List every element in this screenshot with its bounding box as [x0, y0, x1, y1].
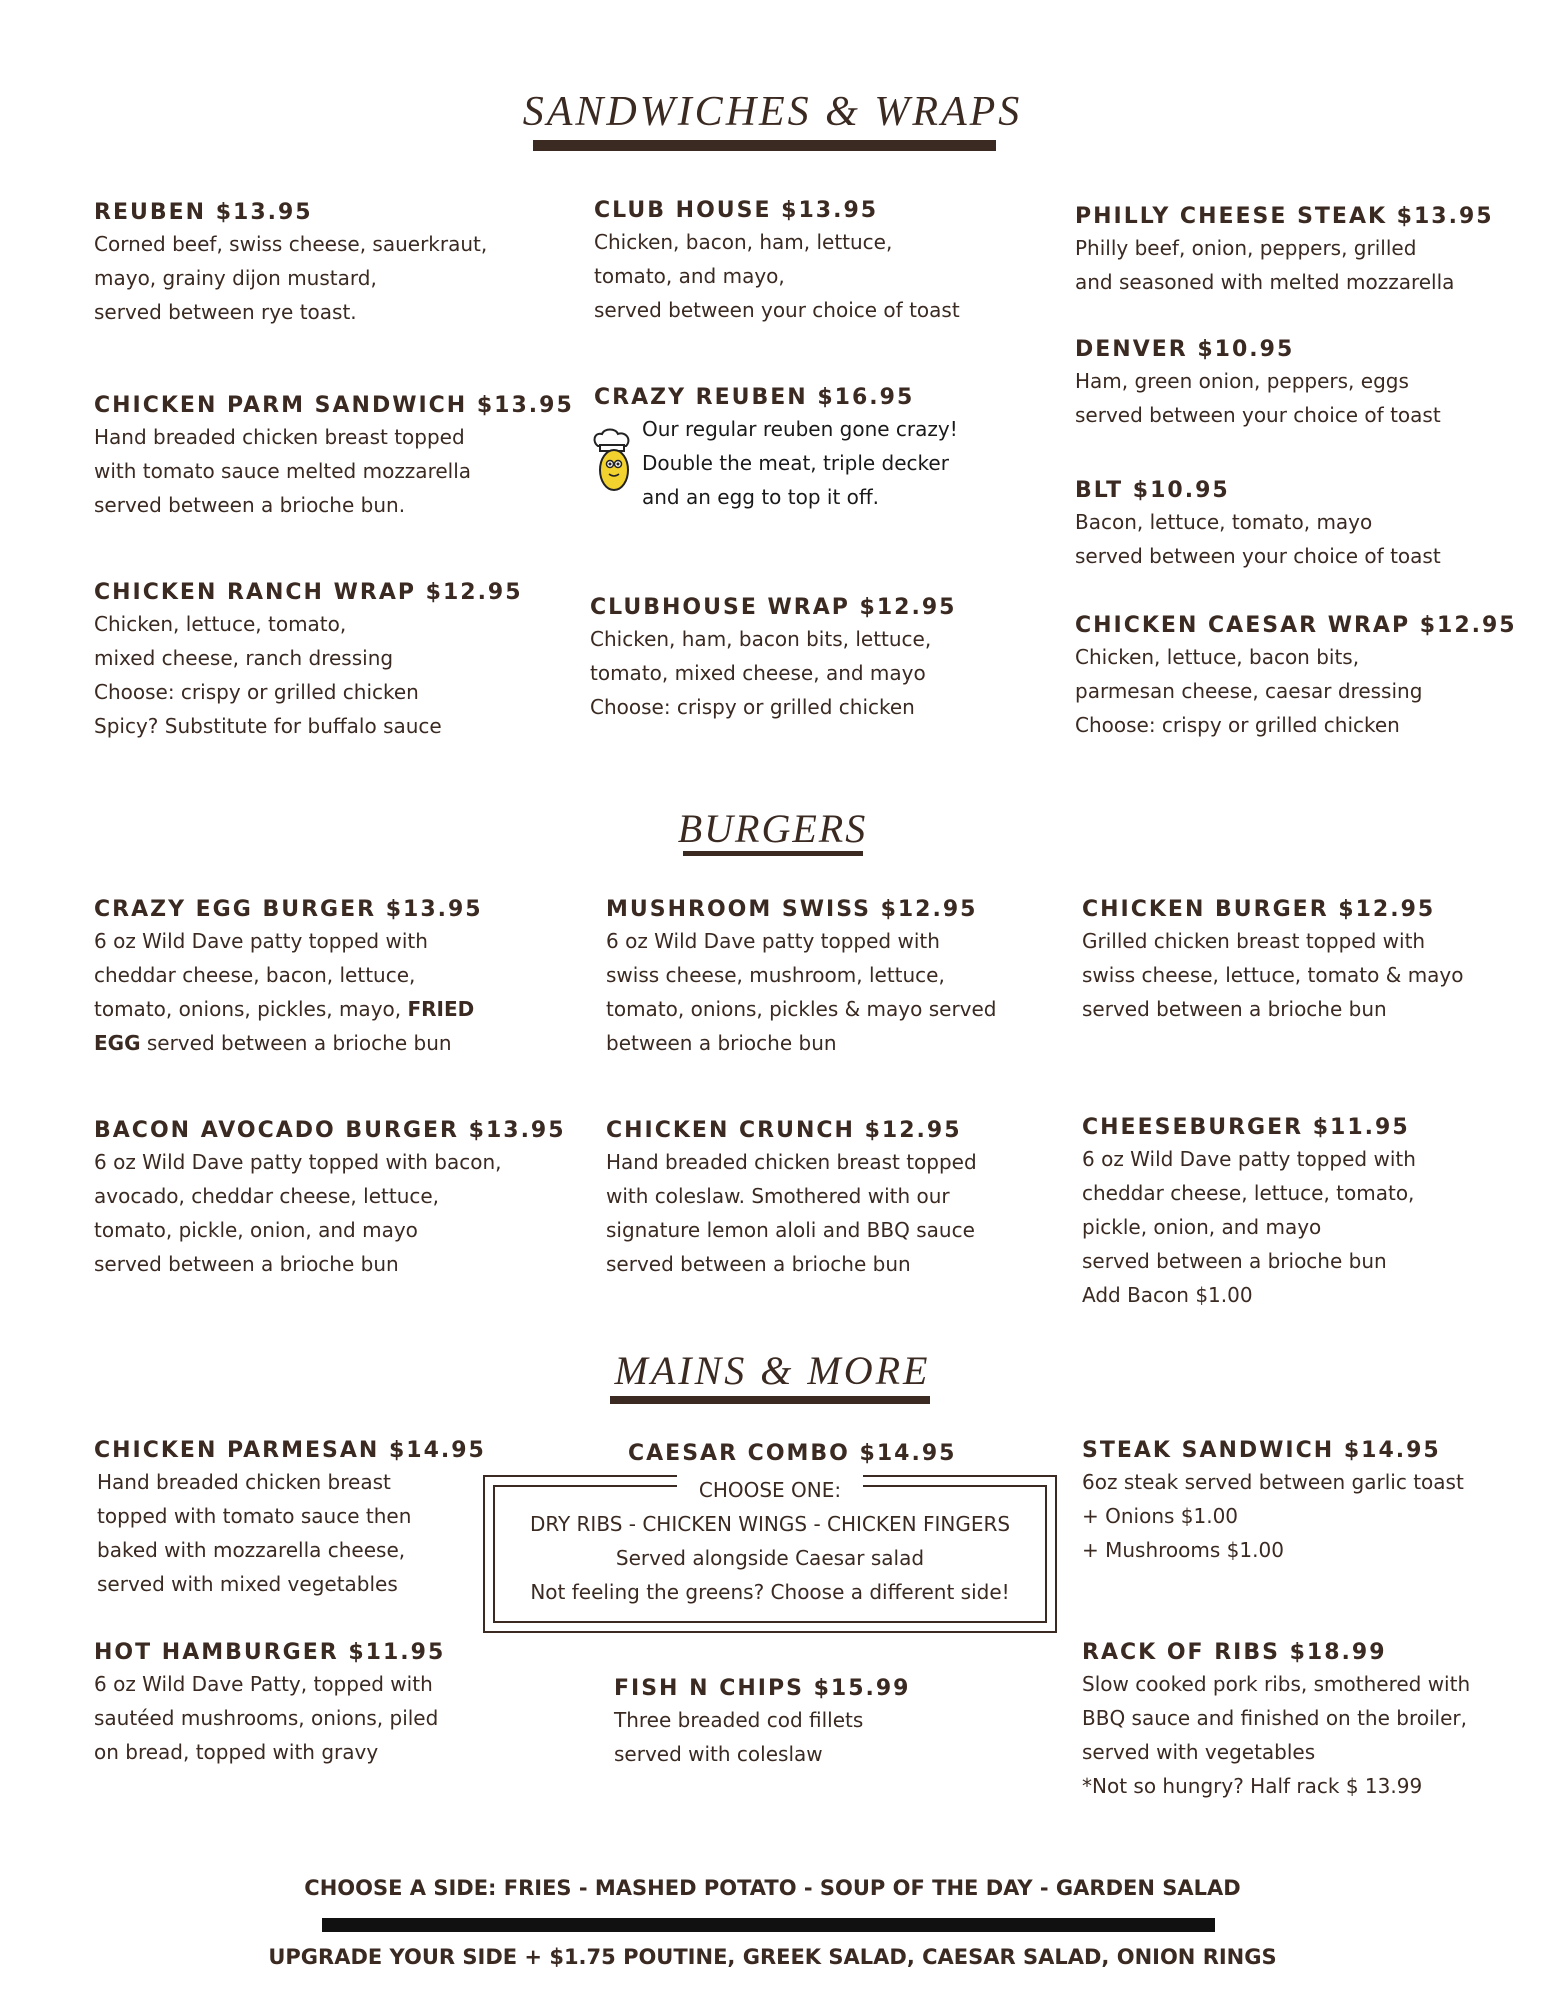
combo-text	[483, 1473, 1057, 1609]
item-name: CRAZY EGG BURGER $13.95	[94, 897, 483, 922]
footer-sides: CHOOSE A SIDE: FRIES - MASHED POTATO - SOUP OF THE DAY - GARDEN SALAD	[304, 1876, 1241, 1900]
item-name: PHILLY CHEESE STEAK $13.95	[1075, 204, 1494, 229]
menu-item-clubhouse-wrap	[590, 595, 956, 724]
item-name: BLT $10.95	[1075, 478, 1230, 503]
item-desc: Hand breaded chicken breast topped with coleslaw. Smothered with our signature lemon aloli and BBQ sauce served between a brioche bun	[606, 1150, 977, 1276]
section-title-mains: MAINS & MORE	[614, 1348, 931, 1393]
item-desc: Ham, green onion, peppers, eggs served between your choice of toast	[1075, 369, 1441, 427]
footer-upgrade: UPGRADE YOUR SIDE + $1.75 POUTINE, GREEK SALAD, CAESAR SALAD, ONION RINGS	[268, 1945, 1277, 1969]
item-name: CHICKEN RANCH WRAP $12.95	[94, 580, 523, 605]
menu-item-blt	[1075, 478, 1441, 573]
menu-item-chicken-burger	[1082, 897, 1464, 1026]
item-name: CAESAR COMBO $14.95	[628, 1441, 957, 1466]
combo-choose-label: CHOOSE ONE:	[677, 1473, 863, 1507]
menu-item-reuben	[94, 200, 487, 329]
item-name: CLUB HOUSE $13.95	[594, 198, 879, 223]
item-name: CHICKEN CRUNCH $12.95	[606, 1118, 962, 1143]
item-name: CHICKEN PARM SANDWICH $13.95	[94, 393, 574, 418]
menu-item-chicken-caesar-wrap	[1075, 613, 1517, 742]
menu-item-chicken-crunch	[606, 1118, 977, 1281]
menu-item-crazy-egg-burger	[94, 897, 483, 1060]
menu-item-mushroom-swiss	[606, 897, 997, 1060]
item-name: MUSHROOM SWISS $12.95	[606, 897, 978, 922]
item-desc: Hand breaded chicken breast topped with tomato sauce melted mozzarella served between a brioche bun.	[94, 425, 472, 517]
item-desc: Bacon, lettuce, tomato, mayo served between your choice of toast	[1075, 510, 1441, 568]
chef-mascot-icon	[590, 428, 634, 494]
item-name: CRAZY REUBEN $16.95	[594, 385, 915, 410]
item-name: FISH N CHIPS $15.99	[614, 1676, 911, 1701]
item-name: DENVER $10.95	[1075, 337, 1295, 362]
section-underline-burgers	[683, 851, 863, 856]
section-title-burgers: BURGERS	[677, 806, 868, 851]
menu-item-cheeseburger	[1082, 1115, 1416, 1312]
item-name: RACK OF RIBS $18.99	[1082, 1640, 1387, 1665]
section-underline-mains	[610, 1396, 930, 1404]
menu-item-philly-cheese-steak	[1075, 204, 1494, 299]
item-desc: 6 oz Wild Dave patty topped with bacon, avocado, cheddar cheese, lettuce, tomato, pickle, onion, and mayo served between a brioche bun	[94, 1150, 502, 1276]
item-name: STEAK SANDWICH $14.95	[1082, 1438, 1441, 1463]
item-desc: Chicken, ham, bacon bits, lettuce, tomato, mixed cheese, and mayo Choose: crispy or grilled chicken	[590, 627, 932, 719]
item-desc: Chicken, lettuce, tomato, mixed cheese, ranch dressing Choose: crispy or grilled chicken Spicy? Substitute for buffalo sauce	[94, 612, 442, 738]
item-desc: 6oz steak served between garlic toast + Onions $1.00 + Mushrooms $1.00	[1082, 1470, 1464, 1562]
item-name: CHICKEN PARMESAN $14.95	[94, 1438, 486, 1463]
menu-item-steak-sandwich	[1082, 1438, 1464, 1567]
menu-item-denver	[1075, 337, 1441, 432]
item-name: CLUBHOUSE WRAP $12.95	[590, 595, 957, 620]
item-desc: Slow cooked pork ribs, smothered with BBQ sauce and finished on the broiler, served with vegetables *Not so hungry? Half rack $ 13.99	[1082, 1672, 1471, 1798]
combo-line3: Not feeling the greens? Choose a different side!	[530, 1580, 1010, 1604]
menu-item-caesar-combo	[628, 1441, 956, 1468]
menu-item-hot-hamburger	[94, 1640, 445, 1769]
combo-line2: Served alongside Caesar salad	[615, 1546, 925, 1570]
item-name: HOT HAMBURGER $11.95	[94, 1640, 446, 1665]
item-desc: Chicken, bacon, ham, lettuce, tomato, and mayo, served between your choice of toast	[594, 230, 960, 322]
combo-options: DRY RIBS - CHICKEN WINGS - CHICKEN FINGERS	[529, 1512, 1011, 1536]
item-desc: 6 oz Wild Dave patty topped with swiss cheese, mushroom, lettuce, tomato, onions, pickles & mayo served between a brioche bun	[606, 929, 997, 1055]
menu-item-rack-of-ribs	[1082, 1640, 1470, 1803]
item-desc: 6 oz Wild Dave patty topped with cheddar cheese, bacon, lettuce, tomato, onions, pickles, mayo, FRIED EGG served between a brioche bun	[94, 929, 475, 1055]
item-desc: Our regular reuben gone crazy! Double the meat, triple decker and an egg to top it off.	[642, 417, 958, 509]
item-name: REUBEN $13.95	[94, 200, 313, 225]
item-desc: Grilled chicken breast topped with swiss cheese, lettuce, tomato & mayo served between a brioche bun	[1082, 929, 1464, 1021]
item-desc: 6 oz Wild Dave patty topped with cheddar cheese, lettuce, tomato, pickle, onion, and mayo served between a brioche bun Add Bacon $1.00	[1082, 1147, 1416, 1307]
item-desc: Chicken, lettuce, bacon bits, parmesan cheese, caesar dressing Choose: crispy or grilled chicken	[1075, 645, 1423, 737]
footer-divider	[322, 1918, 1215, 1932]
item-name: CHICKEN BURGER $12.95	[1082, 897, 1436, 922]
item-name: CHICKEN CAESAR WRAP $12.95	[1075, 613, 1517, 638]
item-desc: Hand breaded chicken breast topped with tomato sauce then baked with mozzarella cheese, served with mixed vegetables	[97, 1470, 412, 1596]
item-desc: Three breaded cod fillets served with coleslaw	[614, 1708, 864, 1766]
menu-item-chicken-parm-sandwich	[94, 393, 574, 522]
menu-item-bacon-avocado-burger	[94, 1118, 566, 1281]
menu-item-chicken-ranch-wrap	[94, 580, 523, 743]
item-desc: Philly beef, onion, peppers, grilled and seasoned with melted mozzarella	[1075, 236, 1455, 294]
menu-item-chicken-parmesan	[94, 1438, 486, 1601]
menu-item-crazy-reuben	[594, 385, 958, 514]
item-name: BACON AVOCADO BURGER $13.95	[94, 1118, 566, 1143]
item-desc: 6 oz Wild Dave Patty, topped with sautéed mushrooms, onions, piled on bread, topped with gravy	[94, 1672, 439, 1764]
section-underline-sandwiches	[533, 140, 996, 151]
item-name: CHEESEBURGER $11.95	[1082, 1115, 1410, 1140]
section-title-sandwiches: SANDWICHES & WRAPS	[522, 89, 1023, 135]
item-desc: Corned beef, swiss cheese, sauerkraut, mayo, grainy dijon mustard, served between rye toast.	[94, 232, 488, 324]
menu-item-fish-n-chips	[614, 1676, 910, 1771]
menu-item-club-house	[594, 198, 960, 327]
